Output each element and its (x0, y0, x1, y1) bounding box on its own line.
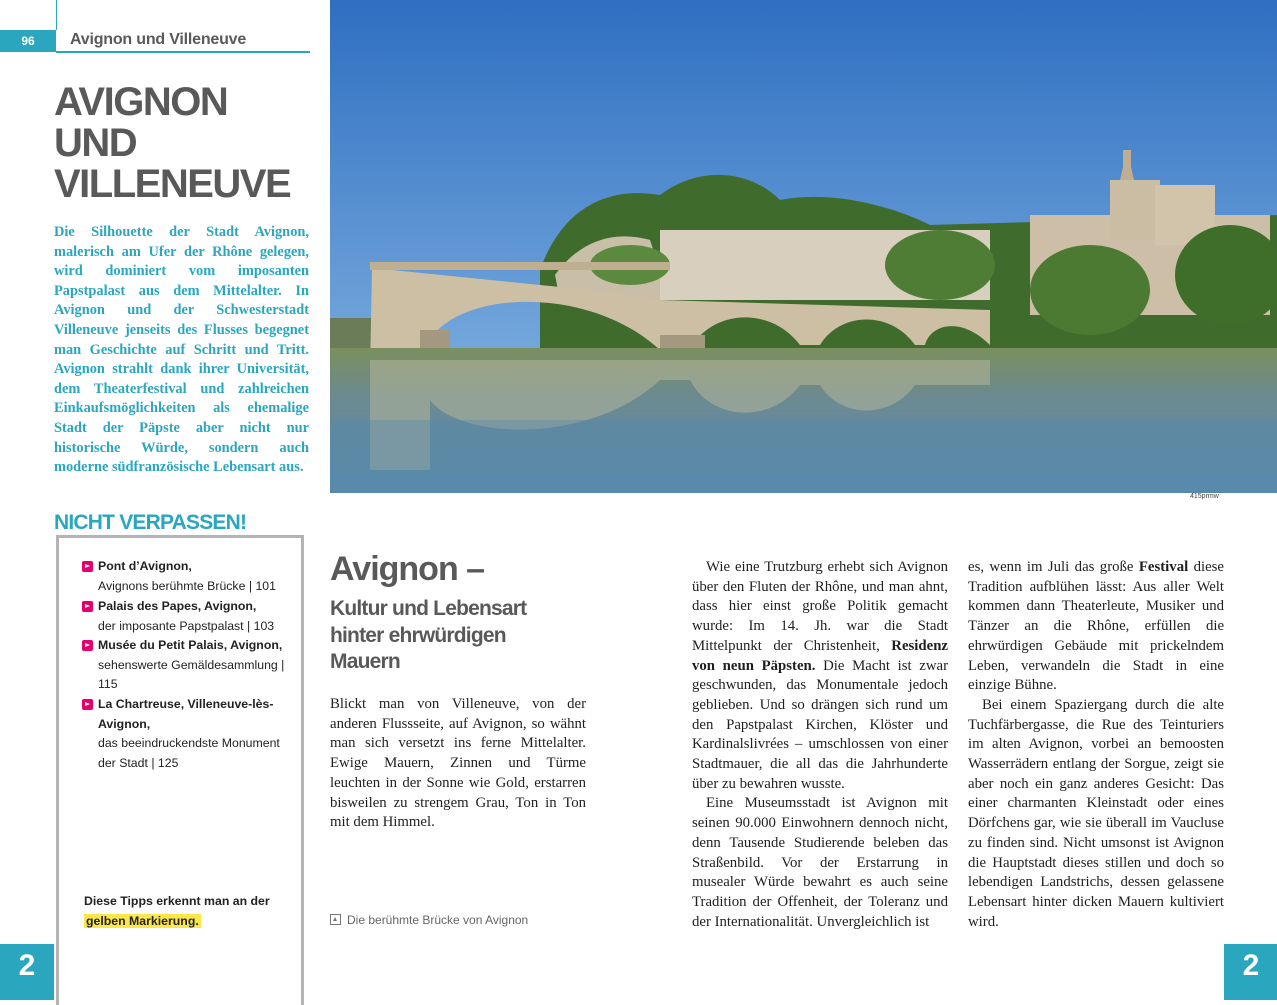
highlight-desc: der imposante Papstpalast | 103 (98, 618, 275, 633)
paragraph: es, wenn im Juli das große Festival diese Tradition aufblühen lässt: Aus aller Welt kommen dann Theaterleute, Musiker und Tänzer an die Rhône, erfüllen die ehrwürdigen Gebäude mit prickelndem Leben, verwandeln die Stadt in eine einzige Bühne. (968, 559, 1225, 694)
article-column-2 (692, 558, 948, 932)
highlight-name: Palais des Papes, Avignon, (98, 599, 257, 613)
highlight-desc: Avignons berühmte Brücke | 101 (98, 578, 276, 593)
article-title: Avignon – (330, 550, 485, 588)
highlight-item (82, 557, 292, 596)
arrow-icon (82, 699, 93, 710)
highlight-desc: sehenswerte Gemäldesammlung | 115 (98, 657, 285, 692)
running-head: Avignon und Villeneuve (70, 31, 247, 48)
article-column-1 (330, 695, 586, 833)
arrow-icon (82, 640, 93, 651)
highlight-desc: das beeindruckendste Monument der Stadt | 125 (98, 736, 280, 771)
paragraph (692, 558, 948, 794)
arrow-icon (82, 601, 93, 612)
bold-phrase: Residenz von neun Päpsten. (692, 637, 948, 674)
photo-caption (330, 913, 528, 927)
highlight-name: Musée du Petit Palais, Avignon, (98, 638, 283, 652)
photo-credit: 415prmw (1190, 493, 1219, 500)
caption-arrow-icon (330, 914, 341, 925)
chapter-title: AVIGNON UND VILLENEUVE (54, 80, 291, 206)
page-number: 96 (0, 30, 56, 52)
tips-note (84, 891, 294, 931)
highlight-item (82, 695, 292, 774)
chapter-tab-right: 2 (1224, 944, 1277, 1000)
highlights-title: NICHT VERPASSEN! (54, 511, 247, 534)
paragraph-text: Die Macht ist zwar geschwunden, das Monumentale jedoch geblieben. Und so drängen sich rund um den Papstpalast Kirchen, Klöster und Kardinalslivrées – umschlossen von einer Stadtmauer, die all das die Jahrhunderte über zu bewahren wusste. (692, 657, 949, 792)
highlight-name: Pont d’Avignon, (98, 559, 192, 573)
article-column-3 (968, 558, 1224, 932)
article-subtitle: Kultur und Lebensart hinter ehrwürdigen Mauern (330, 597, 527, 673)
intro-paragraph: Die Silhouette der Stadt Avignon, malerisch am Ufer der Rhône gelegen, wird dominiert vom imposanten Papstpalast aus dem Mittelalter. In Avignon und der Schwesterstadt Villeneuve jenseits des Flusses begegnet man Geschichte auf Schritt und Tritt. Avignon strahlt dank ihrer Universität, dem Theaterfestival und zahlreichen Einkaufsmöglichkeiten als ehemalige Stadt der Päpste aber nicht nur historische Würde, sondern auch moderne südfranzösische Lebensart aus. (54, 224, 309, 476)
paragraph: Bei einem Spaziergang durch die alte Tuchfärbergasse, die Rue des Teinturiers im alten Avignon, vorbei an bemoosten Wasserrädern entlang der Sorgue, zeigt sie aber noch ein ganz anderes Gesicht: Das einer charmanten Kleinstadt oder eines Dörfchens gar, wie sie überall im Vaucluse zu finden sind. Nicht umsonst ist Avignon die Hauptstadt dieses stillen und doch so lebendigen Landstrichs, dessen gelassene Lebensart hinter dicken Mauern kultiviert wird. (968, 696, 1224, 930)
margin-rule (56, 0, 57, 30)
header-rule (56, 51, 310, 53)
highlight-item (82, 597, 292, 636)
tips-text: Diese Tipps erkennt man an der (84, 894, 270, 908)
paragraph: Eine Museumsstadt ist Avignon mit seinen 90.000 Einwohnern dennoch nicht, denn Tausende Studierende beleben das Straßenbild. Vor der Erstarrung in musealer Würde bewahrt es auch seine Tradition der Offenheit, der Toleranz und der Internationalität. Unvergleichlich ist (692, 795, 949, 930)
paragraph: Blickt man von Villeneuve, von der anderen Flussseite, auf Avignon, so wähnt man sich versetzt ins ferne Mittelalter. Ewige Mauern, Zinnen und Türme leuchten in der Sonne wie Gold, erstarren bisweilen zu strengem Grau, Ton in Ton mit dem Himmel. (330, 696, 586, 831)
caption-text: Die berühmte Brücke von Avignon (347, 913, 529, 927)
highlight-item (82, 636, 292, 695)
paragraph-text: Wie eine Trutzburg erhebt sich Avignon über den Fluten der Rhône, und man ahnt, dass hier einst große Politik gemacht wurde: Im 14. Jh. war die Stadt Mittelpunkt der Christenheit, (692, 559, 948, 654)
highlight-name: La Chartreuse, Villeneuve-lès-Avignon, (98, 697, 274, 731)
chapter-tab-left: 2 (0, 944, 54, 1000)
tips-marker: gelben Markierung. (86, 914, 199, 928)
bridge-photo (330, 0, 1277, 493)
arrow-icon (82, 561, 93, 572)
